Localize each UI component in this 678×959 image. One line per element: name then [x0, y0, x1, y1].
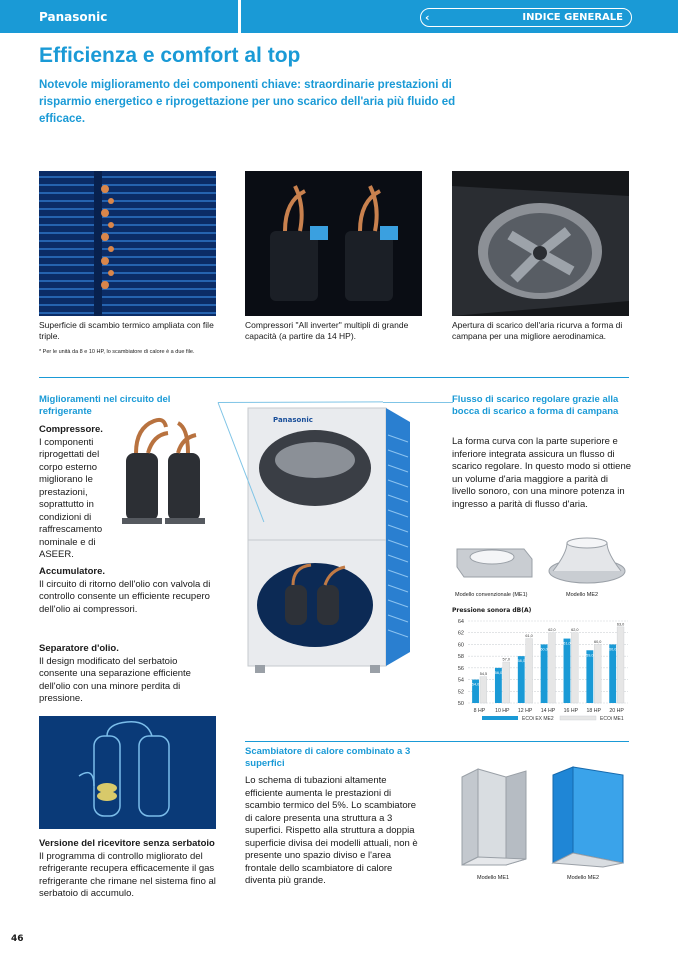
y-tick-label: 60 — [457, 642, 464, 649]
compressor-title: Compressore. — [39, 424, 103, 435]
data-label: 62,0 — [548, 628, 556, 633]
receiver-title: Versione del ricevitore senza serbatoio — [39, 838, 215, 849]
data-label: 62,0 — [571, 628, 579, 633]
oil-separator-block — [39, 643, 214, 706]
legend-swatch-me1 — [560, 716, 596, 720]
bar — [586, 650, 593, 703]
x-tick-label: 16 HP — [563, 708, 579, 714]
accumulator-title: Accumulatore. — [39, 566, 105, 577]
lead-text: Notevole miglioramento dei componenti chiave: straordinarie prestazioni di risparmio energetico e riprogettazione per uno scarico dell'aria più fluido ed efficace. — [39, 79, 456, 125]
model-me2-label: Modello ME2 — [566, 592, 599, 598]
legend-swatch-me2 — [482, 716, 518, 720]
accumulator-block — [39, 566, 214, 616]
discharge-photo — [452, 171, 629, 316]
x-tick-label: 8 HP — [473, 708, 486, 714]
data-label: 54,0 — [471, 682, 480, 687]
photo-footnote: * Per le unità da 8 e 10 HP, lo scambiatore di calore è a due file. — [39, 349, 195, 355]
bar — [617, 627, 624, 703]
outdoor-unit-illustration — [245, 390, 420, 675]
bar — [503, 662, 510, 703]
bar — [480, 677, 487, 703]
page-title: Efficienza e comfort al top — [39, 44, 301, 67]
x-tick-label: 10 HP — [495, 708, 510, 714]
heat-exchanger-photo — [39, 171, 216, 316]
page-number: 46 — [11, 934, 24, 944]
unit-brand-label: Panasonic — [273, 416, 313, 424]
model-conv-label: Modello convenzionale (ME1) — [455, 592, 528, 598]
photo-caption-1: Superficie di scambio termico ampliata con file triple. — [39, 320, 214, 341]
bar — [609, 644, 616, 703]
data-label: 60,0 — [540, 647, 548, 652]
oil-separator-title: Separatore d'olio. — [39, 643, 119, 654]
right-section-text: La forma curva con la parte superiore e inferiore integrata assicura un flusso di scarico regolare. In questo modo si ottiene un volume d'aria maggiore a parità di livello sonoro, con una minore potenza in ingresso a parità di flusso d'aria. — [452, 436, 632, 510]
y-tick-label: 56 — [457, 665, 464, 672]
bar — [564, 639, 571, 703]
legend-label-me2: ECOi EX ME2 — [522, 716, 554, 722]
data-label: 58,0 — [517, 659, 525, 664]
model-me2-exchanger-drawing — [545, 763, 629, 870]
index-nav-button[interactable] — [420, 8, 632, 27]
right-section-heading: Flusso di scarico regolare grazie alla bocca di scarico a forma di campana — [452, 394, 619, 417]
x-tick-label: 18 HP — [586, 708, 601, 714]
chevron-left-icon: ‹ — [425, 11, 430, 24]
bar — [549, 633, 556, 703]
bar — [541, 644, 548, 703]
y-tick-label: 58 — [457, 654, 464, 661]
data-label: 61,0 — [525, 634, 533, 639]
y-tick-label: 50 — [457, 701, 464, 707]
chart-title: Pressione sonora dB(A) — [452, 607, 532, 614]
exchanger-me1-label: Modello ME1 — [477, 875, 510, 881]
data-label: 60,0 — [593, 639, 602, 644]
oil-separator-text: Il design modificato del serbatoio consente una separazione efficiente dell'olio con una minore perdita di pressione. — [39, 655, 191, 704]
bar — [518, 656, 525, 703]
data-label: 57,0 — [502, 657, 510, 662]
x-tick-label: 20 HP — [609, 708, 624, 714]
bottom-section-heading: Scambiatore di calore combinato a 3 superfici — [245, 746, 411, 769]
bar — [594, 644, 601, 703]
y-tick-label: 64 — [457, 619, 464, 625]
model-me1-exchanger-drawing — [452, 765, 536, 870]
sound-pressure-chart — [448, 615, 630, 743]
brand-logo: Panasonic — [39, 10, 108, 24]
receiver-illustration — [39, 716, 216, 829]
model-me1-discharge-drawing — [452, 537, 536, 591]
bar — [571, 633, 578, 703]
bar — [526, 639, 533, 703]
bottom-section-text: Lo schema di tubazioni altamente efficiente aumenta le prestazioni di scambio termico del 5%. Lo scambiatore di calore presenta una struttura a 3 superfici. Rispetto alla struttura a doppia superficie divisa dei modelli attuali, non è presente uno spazio diviso e l'area frontale dello scambiatore di calore diventa più grande. — [245, 775, 418, 886]
photo-caption-2: Compressori "All inverter" multipli di grande capacità (a partire da 14 HP). — [245, 320, 409, 341]
bottom-divider — [245, 741, 629, 742]
receiver-block — [39, 838, 219, 901]
leader-line-right — [383, 402, 453, 403]
photo-caption-3: Apertura di scarico dell'aria ricurva a forma di campana per una migliore aerodinamica. — [452, 320, 623, 341]
data-label: 59,0 — [586, 653, 594, 658]
legend-label-me1: ECOi ME1 — [600, 716, 624, 722]
section-divider — [39, 377, 629, 378]
index-nav-label: INDICE GENERALE — [522, 12, 623, 23]
model-me2-discharge-drawing — [545, 533, 629, 591]
compressors-photo — [245, 171, 422, 316]
compressor-text: I componenti riprogettati del corpo esterno migliorano le prestazioni, soprattutto in condizioni di raffrescamento nominale e di ASEER. — [39, 436, 103, 560]
y-tick-label: 54 — [457, 677, 464, 684]
y-tick-label: 52 — [457, 689, 464, 696]
compressor-block — [39, 424, 114, 562]
data-label: 56,0 — [494, 670, 503, 675]
receiver-text: Il programma di controllo migliorato del refrigerante recupera efficacemente il gas refrigerante che rimane nel sistema fino al serbatoio di accumulo. — [39, 850, 216, 899]
compressor-illustration — [118, 413, 213, 528]
data-label: 61,0 — [563, 641, 571, 646]
accumulator-text: Il circuito di ritorno dell'olio con valvola di controllo consente un efficiente recupero dell'olio ai compressori. — [39, 578, 211, 615]
exchanger-me2-label: Modello ME2 — [567, 875, 600, 881]
top-bar-divider — [238, 0, 241, 33]
data-label: 63,0 — [616, 622, 625, 627]
y-tick-label: 62 — [457, 630, 464, 637]
x-tick-label: 14 HP — [540, 708, 556, 714]
data-label: 54,5 — [479, 672, 488, 677]
data-label: 60,0 — [608, 647, 617, 652]
x-tick-label: 12 HP — [517, 708, 533, 714]
left-section-heading: Miglioramenti nel circuito del refrigerante — [39, 394, 171, 417]
